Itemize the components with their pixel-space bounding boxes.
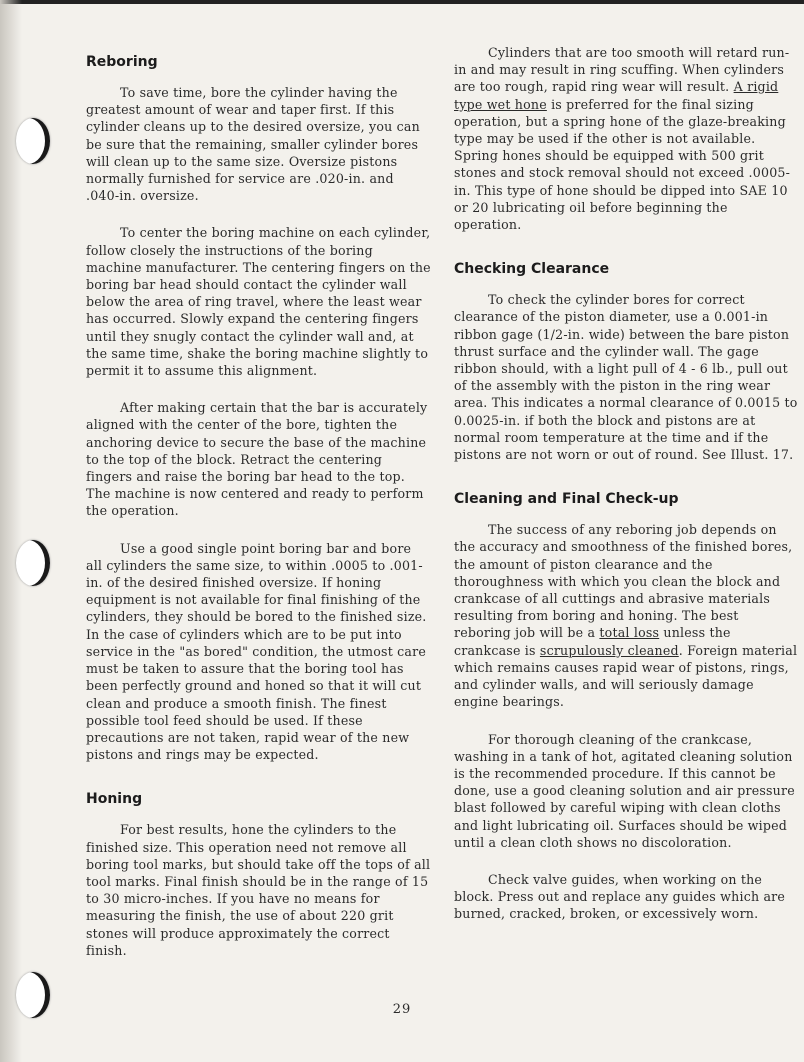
reboring-paragraph-4: Use a good single point boring bar and bore all cylinders the same size, to within .0005 to .001-in. of the desired finished oversize. If honing equipment is not available for final finishing of the cylinders, they should be bored to the finished size. In the case of cylinders which are to be put into service in the "as bored" condition, the utmost care must be taken to assure that the boring tool has been perfectly ground and honed so that it will cut clean and produce a smooth finish. The finest possible tool feed should be used. If these precautions are not taken, rapid wear of the new pistons and rings may be expected. <box>86 540 427 763</box>
checking-paragraph-1: To check the cylinder bores for correct clearance of the piston diameter, use a 0.001-in ribbon gage (1/2-in. wide) between the bare piston thrust surface and the cylinder wall. The gage ribbon should, with a light pull of 4 - 6 lb., pull out of the assembly with the piston in the ring wear area. This indicates a normal clearance of 0.0015 to 0.0025-in. if both the block and pistons are at normal room temperature at the time and if the pistons are not worn or out of round. See Illust. 17. <box>454 292 798 463</box>
binder-hole-middle <box>16 540 50 586</box>
page-top-edge <box>0 0 804 4</box>
heading-reboring: Reboring <box>86 54 158 70</box>
reboring-paragraph-3: After making certain that the bar is accurately aligned with the center of the bore, tighten the anchoring device to secure the base of the machine to the top of the block. Retract the centering fingers and raise the boring bar head to the top. The machine is now centered and ready to perform the operation. <box>86 400 428 519</box>
cleaning-paragraph-2: For thorough cleaning of the crankcase, washing in a tank of hot, agitated cleaning solution is the recommended procedure. If this cannot be done, use a good cleaning solution and air pressure blast followed by careful wiping with clean cloths and light lubricating oil. Surfaces should be wiped until a clean cloth shows no discoloration. <box>454 731 795 850</box>
reboring-paragraph-1: To save time, bore the cylinder having the greatest amount of wear and taper first. If this cylinder cleans up to the desired oversize, you can be sure that the remaining, smaller cylinder bores will clean up to the same size. Oversize pistons normally furnished for service are .020-in. and .040-in. oversize. <box>86 85 420 204</box>
reboring-paragraph-2: To center the boring machine on each cylinder, follow closely the instructions of the boring machine manufacturer. The centering fingers on the boring bar head should contact the cylinder wall below the area of ring travel, where the least wear has occurred. Slowly expand the centering fingers until they snugly contact the cylinder wall and, at the same time, shake the boring machine slightly to permit it to assume this alignment. <box>86 225 431 379</box>
cleaning-paragraph-3: Check valve guides, when working on the block. Press out and replace any guides which are burned, cracked, broken, or excessively worn. <box>454 871 786 922</box>
heading-checking-clearance: Checking Clearance <box>454 261 610 278</box>
heading-cleaning: Cleaning and Final Check-up <box>454 491 679 508</box>
left-column <box>86 54 431 979</box>
underlined-scrupulously-cleaned: scrupulously cleaned <box>539 642 679 658</box>
honing-paragraph-1: For best results, hone the cylinders to the finished size. This operation need not remove all boring tool marks, but should take off the tops of all tool marks. Final finish should be in the range of 15 to 30 micro-inches. If you have no means for measuring the finish, the use of about 220 grit stones will produce approximately the correct finish. <box>86 822 431 958</box>
underlined-total-loss: total loss <box>599 625 660 641</box>
page-number: 29 <box>392 1002 412 1017</box>
page-binding-shadow <box>0 0 22 1062</box>
hone-continuation-paragraph: Cylinders that are too smooth will retard run-in and may result in ring scuffing. When cylinders are too rough, rapid ring wear will result. A rigid type wet hone is preferred for the final sizing operation, but a spring hone of the glaze-breaking type may be used if the other is not available. Spring hones should be equipped with 500 grit stones and stock removal should not exceed .0005-in. This type of hone should be dipped into SAE 10 or 20 lubricating oil before beginning the operation. <box>454 45 791 233</box>
heading-honing: Honing <box>86 791 143 808</box>
binder-hole-top <box>16 118 50 164</box>
right-column <box>454 44 799 943</box>
underlined-rigid-hone: A rigid type wet hone <box>454 79 779 112</box>
cleaning-paragraph-1: The success of any reboring job depends on the accuracy and smoothness of the finished bores, the amount of piston clearance and the thoroughness with which you clean the block and crankcase of all cuttings and abrasive materials resulting from boring and honing. The best reboring job will be a total loss unless the crankcase is scrupulously cleaned. Foreign material which remains causes rapid wear of pistons, rings, and cylinder walls, and will seriously damage engine bearings. <box>454 522 798 710</box>
